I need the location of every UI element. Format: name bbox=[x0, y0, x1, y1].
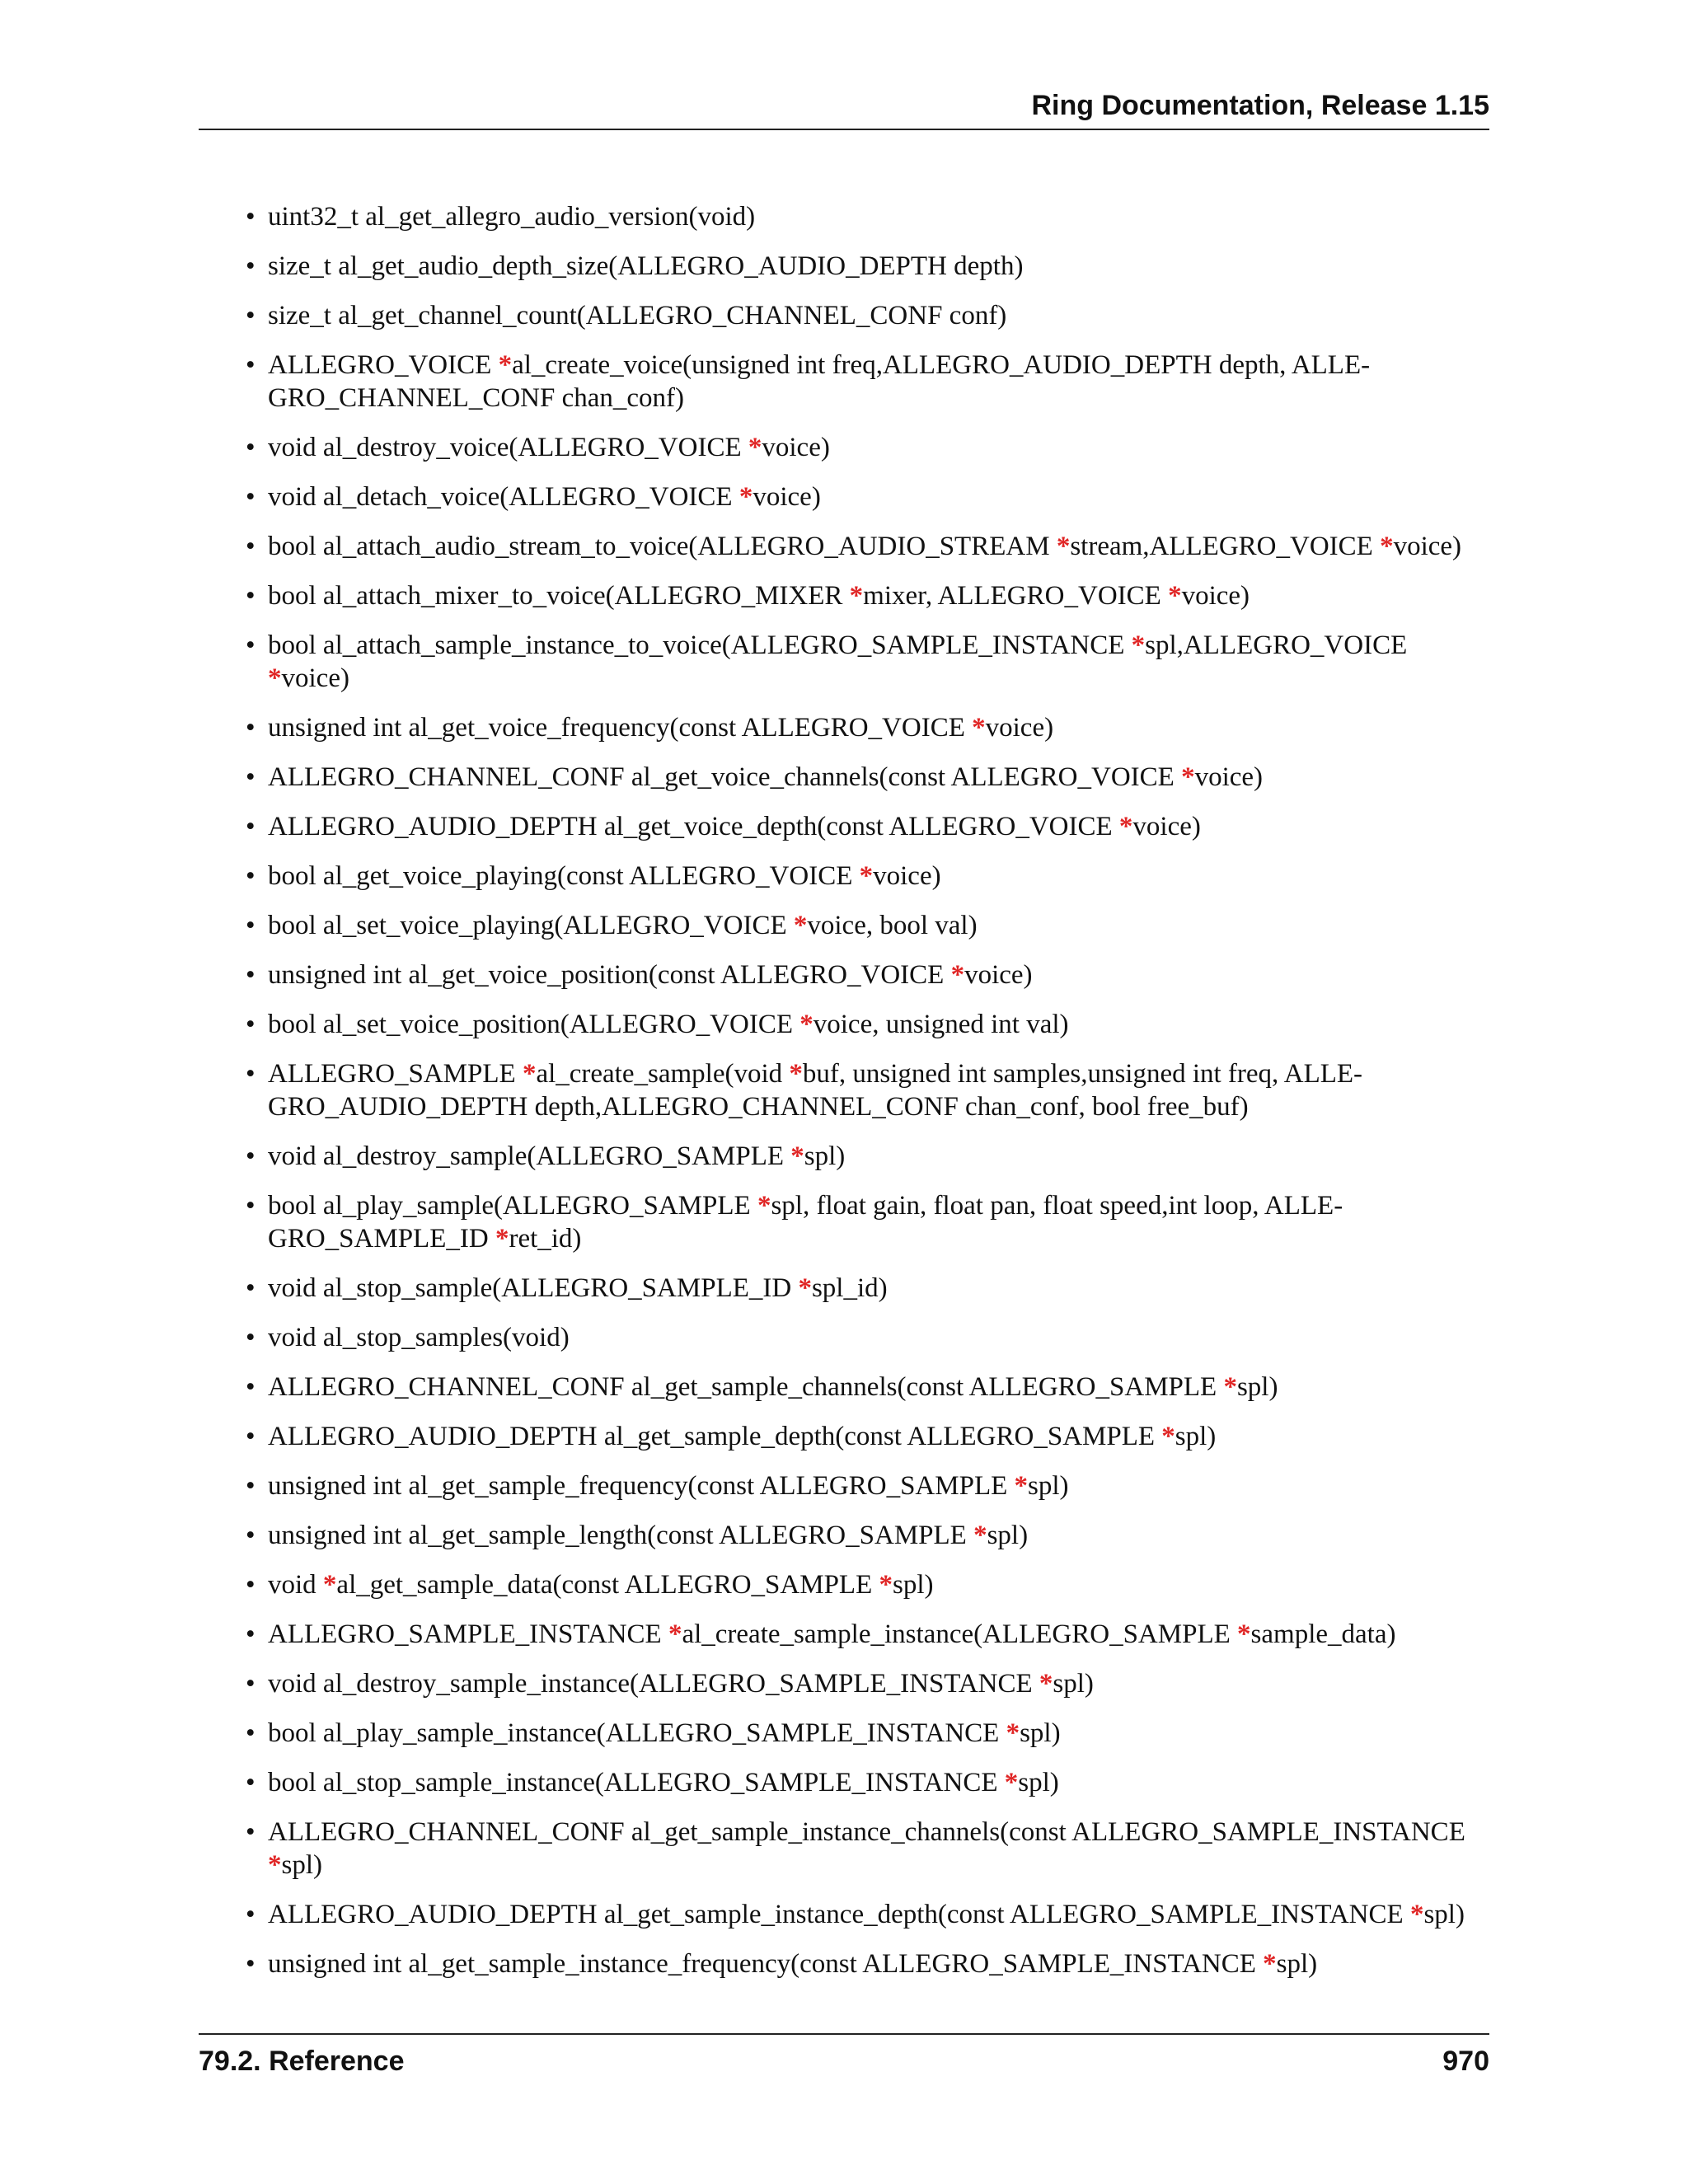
document-title: Ring Documentation, Release 1.15 bbox=[1031, 90, 1489, 121]
signature-text: spl) bbox=[1053, 1669, 1094, 1699]
signature-text: bool al_attach_audio_stream_to_voice(ALLEGRO_AUDIO_STREAM bbox=[268, 532, 1057, 561]
signature-text: voice) bbox=[281, 663, 349, 693]
signature-text: bool al_stop_sample_instance(ALLEGRO_SAMPLE_INSTANCE bbox=[268, 1768, 1005, 1797]
pointer-asterisk: * bbox=[789, 1059, 803, 1089]
pointer-asterisk: * bbox=[268, 1850, 282, 1880]
pointer-asterisk: * bbox=[738, 482, 753, 512]
signature-text: void al_destroy_sample_instance(ALLEGRO_SAMPLE_INSTANCE bbox=[268, 1669, 1039, 1699]
pointer-asterisk: * bbox=[879, 1570, 893, 1600]
list-item bbox=[246, 1469, 1489, 1502]
signature-text: ALLEGRO_AUDIO_DEPTH al_get_voice_depth(const ALLEGRO_VOICE bbox=[268, 812, 1119, 841]
list-item bbox=[246, 1816, 1489, 1882]
pointer-asterisk: * bbox=[668, 1619, 682, 1649]
list-item bbox=[246, 200, 1489, 233]
list-item bbox=[246, 1717, 1489, 1750]
pointer-asterisk: * bbox=[1004, 1768, 1019, 1797]
list-item bbox=[246, 1420, 1489, 1453]
pointer-asterisk: * bbox=[522, 1059, 537, 1089]
signature-text: voice) bbox=[1181, 581, 1250, 611]
pointer-asterisk: * bbox=[1118, 812, 1133, 841]
list-item bbox=[246, 1321, 1489, 1354]
signature-text: ALLEGRO_SAMPLE_INSTANCE bbox=[268, 1619, 668, 1649]
pointer-asterisk: * bbox=[1039, 1669, 1053, 1699]
pointer-asterisk: * bbox=[973, 1521, 987, 1550]
list-item bbox=[246, 299, 1489, 332]
signature-text: spl) bbox=[1236, 1372, 1278, 1402]
signature-text: sample_data) bbox=[1250, 1619, 1396, 1649]
signature-text: bool al_attach_sample_instance_to_voice(ALLEGRO_SAMPLE_INSTANCE bbox=[268, 630, 1132, 660]
signature-text: void al_destroy_voice(ALLEGRO_VOICE bbox=[268, 433, 748, 462]
pointer-asterisk: * bbox=[1409, 1900, 1424, 1929]
signature-text: ALLEGRO_AUDIO_DEPTH al_get_sample_depth(const ALLEGRO_SAMPLE bbox=[268, 1422, 1162, 1451]
pointer-asterisk: * bbox=[972, 713, 986, 743]
list-item bbox=[246, 530, 1489, 563]
list-item bbox=[246, 909, 1489, 942]
signature-text: spl) bbox=[281, 1850, 322, 1880]
signature-text: bool al_attach_mixer_to_voice(ALLEGRO_MIXER bbox=[268, 581, 850, 611]
pointer-asterisk: * bbox=[1014, 1471, 1029, 1501]
signature-text: spl) bbox=[1175, 1422, 1217, 1451]
signature-text: void al_stop_samples(void) bbox=[268, 1323, 570, 1352]
signature-text: uint32_t al_get_allegro_audio_version(void) bbox=[268, 202, 756, 232]
list-item bbox=[246, 1140, 1489, 1173]
signature-text: ALLEGRO_CHANNEL_CONF al_get_sample_instance_channels(const ALLEGRO_SAMPLE_INSTANCE bbox=[268, 1817, 1465, 1847]
pointer-asterisk: * bbox=[1181, 762, 1195, 792]
signature-text: al_create_voice(unsigned int freq,ALLEGRO_AUDIO_DEPTH depth, ALLE- GRO_CHANNEL_CONF chan_conf) bbox=[268, 350, 1371, 413]
signature-text: voice) bbox=[985, 713, 1054, 743]
signature-text: al_create_sample(void bbox=[536, 1059, 790, 1089]
page-header bbox=[199, 89, 1489, 130]
signature-text: voice, unsigned int val) bbox=[813, 1010, 1069, 1039]
list-item bbox=[246, 1189, 1489, 1255]
pointer-asterisk: * bbox=[322, 1570, 337, 1600]
list-item bbox=[246, 1898, 1489, 1931]
signature-text: bool al_get_voice_playing(const ALLEGRO_VOICE bbox=[268, 861, 860, 891]
pointer-asterisk: * bbox=[1263, 1949, 1277, 1979]
pointer-asterisk: * bbox=[849, 581, 864, 611]
list-item bbox=[246, 1272, 1489, 1305]
signature-text: unsigned int al_get_voice_frequency(const ALLEGRO_VOICE bbox=[268, 713, 973, 743]
list-item bbox=[246, 1057, 1489, 1123]
pointer-asterisk: * bbox=[1380, 532, 1394, 561]
signature-text: size_t al_get_audio_depth_size(ALLEGRO_AUDIO_DEPTH depth) bbox=[268, 251, 1024, 281]
pointer-asterisk: * bbox=[1168, 581, 1182, 611]
signature-text: voice, bool val) bbox=[807, 911, 978, 940]
signature-text: al_get_sample_data(const ALLEGRO_SAMPLE bbox=[336, 1570, 879, 1600]
pointer-asterisk: * bbox=[1006, 1718, 1020, 1748]
pointer-asterisk: * bbox=[495, 1224, 509, 1254]
signature-text: stream,ALLEGRO_VOICE bbox=[1070, 532, 1381, 561]
signature-text: voice) bbox=[762, 433, 830, 462]
pointer-asterisk: * bbox=[498, 350, 513, 380]
pointer-asterisk: * bbox=[859, 861, 874, 891]
list-item bbox=[246, 761, 1489, 794]
list-item bbox=[246, 250, 1489, 283]
pointer-asterisk: * bbox=[790, 1141, 804, 1171]
pointer-asterisk: * bbox=[1237, 1619, 1251, 1649]
signature-text: spl) bbox=[1423, 1900, 1465, 1929]
signature-text: spl_id) bbox=[811, 1273, 888, 1303]
pointer-asterisk: * bbox=[1131, 630, 1146, 660]
signature-text: ALLEGRO_CHANNEL_CONF al_get_sample_channels(const ALLEGRO_SAMPLE bbox=[268, 1372, 1224, 1402]
signature-text: spl) bbox=[1018, 1768, 1059, 1797]
signature-text: mixer, ALLEGRO_VOICE bbox=[863, 581, 1169, 611]
function-list bbox=[246, 200, 1489, 1980]
list-item bbox=[246, 810, 1489, 843]
signature-text: spl, float gain, float pan, float speed,int loop, ALLE- GRO_SAMPLE_ID bbox=[268, 1191, 1343, 1254]
list-item bbox=[246, 1667, 1489, 1700]
list-item bbox=[246, 1371, 1489, 1404]
section-label: 79.2. Reference bbox=[199, 2046, 405, 2077]
signature-text: unsigned int al_get_sample_instance_frequency(const ALLEGRO_SAMPLE_INSTANCE bbox=[268, 1949, 1264, 1979]
signature-text: voice) bbox=[753, 482, 821, 512]
list-item bbox=[246, 349, 1489, 415]
signature-text: spl) bbox=[804, 1141, 846, 1171]
list-item bbox=[246, 1766, 1489, 1799]
signature-text: buf, unsigned int samples,unsigned int freq, ALLE- GRO_AUDIO_DEPTH depth,ALLEGRO_CHANNEL_CONF chan_conf, bool free_buf) bbox=[268, 1059, 1363, 1122]
signature-text: bool al_set_voice_playing(ALLEGRO_VOICE bbox=[268, 911, 794, 940]
signature-text: void al_destroy_sample(ALLEGRO_SAMPLE bbox=[268, 1141, 791, 1171]
signature-text: spl) bbox=[1028, 1471, 1069, 1501]
list-item bbox=[246, 1568, 1489, 1601]
signature-text: spl) bbox=[987, 1521, 1029, 1550]
signature-text: ALLEGRO_VOICE bbox=[268, 350, 499, 380]
signature-text: voice) bbox=[1393, 532, 1462, 561]
pointer-asterisk: * bbox=[757, 1191, 771, 1221]
signature-text: ALLEGRO_SAMPLE bbox=[268, 1059, 523, 1089]
list-item bbox=[246, 480, 1489, 513]
main-content bbox=[246, 200, 1489, 1997]
signature-text: void al_stop_sample(ALLEGRO_SAMPLE_ID bbox=[268, 1273, 799, 1303]
signature-text: spl,ALLEGRO_VOICE bbox=[1145, 630, 1408, 660]
signature-text: unsigned int al_get_sample_frequency(const ALLEGRO_SAMPLE bbox=[268, 1471, 1015, 1501]
list-item bbox=[246, 711, 1489, 744]
list-item bbox=[246, 860, 1489, 893]
pointer-asterisk: * bbox=[1223, 1372, 1237, 1402]
signature-text: void bbox=[268, 1570, 323, 1600]
signature-text: ret_id) bbox=[509, 1224, 582, 1254]
page-footer bbox=[199, 2033, 1489, 2083]
list-item bbox=[246, 579, 1489, 612]
signature-text: spl) bbox=[1020, 1718, 1061, 1748]
list-item bbox=[246, 958, 1489, 991]
pointer-asterisk: * bbox=[268, 663, 282, 693]
signature-text: bool al_play_sample(ALLEGRO_SAMPLE bbox=[268, 1191, 757, 1221]
signature-text: ALLEGRO_AUDIO_DEPTH al_get_sample_instance_depth(const ALLEGRO_SAMPLE_INSTANCE bbox=[268, 1900, 1410, 1929]
signature-text: void al_detach_voice(ALLEGRO_VOICE bbox=[268, 482, 739, 512]
signature-text: bool al_set_voice_position(ALLEGRO_VOICE bbox=[268, 1010, 800, 1039]
pointer-asterisk: * bbox=[950, 960, 965, 990]
signature-text: bool al_play_sample_instance(ALLEGRO_SAMPLE_INSTANCE bbox=[268, 1718, 1006, 1748]
signature-text: al_create_sample_instance(ALLEGRO_SAMPLE bbox=[682, 1619, 1238, 1649]
signature-text: voice) bbox=[964, 960, 1033, 990]
pointer-asterisk: * bbox=[748, 433, 762, 462]
list-item bbox=[246, 629, 1489, 695]
signature-text: unsigned int al_get_voice_position(const ALLEGRO_VOICE bbox=[268, 960, 951, 990]
pointer-asterisk: * bbox=[793, 911, 808, 940]
signature-text: spl) bbox=[1276, 1949, 1318, 1979]
page-number: 970 bbox=[1442, 2046, 1489, 2077]
list-item bbox=[246, 1618, 1489, 1651]
pointer-asterisk: * bbox=[1056, 532, 1071, 561]
list-item bbox=[246, 1519, 1489, 1552]
signature-text: ALLEGRO_CHANNEL_CONF al_get_voice_channels(const ALLEGRO_VOICE bbox=[268, 762, 1182, 792]
signature-text: unsigned int al_get_sample_length(const ALLEGRO_SAMPLE bbox=[268, 1521, 974, 1550]
pointer-asterisk: * bbox=[799, 1010, 814, 1039]
list-item bbox=[246, 1008, 1489, 1041]
signature-text: size_t al_get_channel_count(ALLEGRO_CHANNEL_CONF conf) bbox=[268, 301, 1007, 330]
signature-text: voice) bbox=[1194, 762, 1264, 792]
list-item bbox=[246, 431, 1489, 464]
pointer-asterisk: * bbox=[798, 1273, 812, 1303]
pointer-asterisk: * bbox=[1161, 1422, 1175, 1451]
signature-text: voice) bbox=[873, 861, 941, 891]
signature-text: spl) bbox=[893, 1570, 934, 1600]
signature-text: voice) bbox=[1132, 812, 1201, 841]
list-item bbox=[246, 1947, 1489, 1980]
